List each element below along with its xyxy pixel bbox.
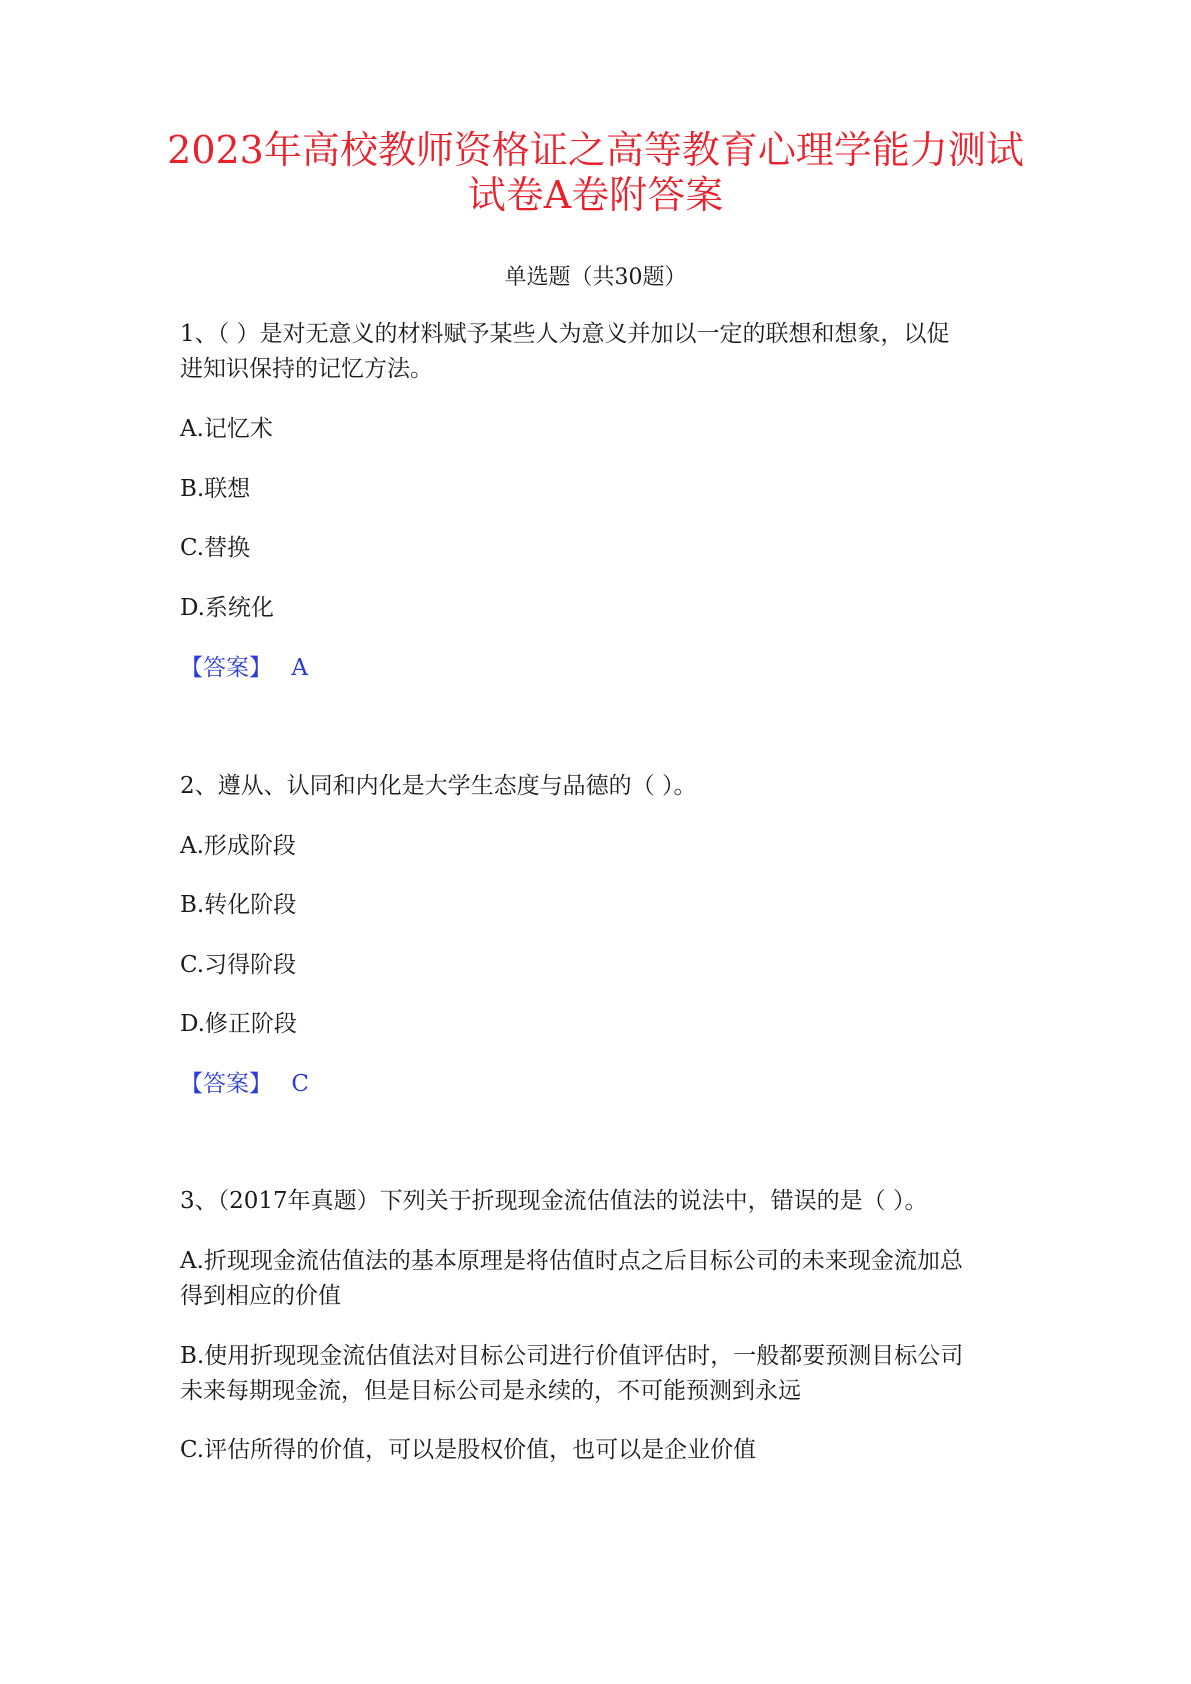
option-d: D.系统化 — [180, 595, 274, 621]
option-a: A.形成阶段 — [180, 833, 296, 859]
question-stem: 进知识保持的记忆方法。 — [180, 356, 433, 382]
option-b: B.转化阶段 — [180, 892, 297, 918]
option-c: C.替换 — [180, 535, 251, 561]
option-d: D.修正阶段 — [180, 1011, 297, 1037]
option-a: A.折现现金流估值法的基本原理是将估值时点之后目标公司的未来现金流加总 — [180, 1248, 963, 1274]
answer-row — [180, 651, 1030, 686]
answer-label: 【答案】 — [180, 655, 272, 681]
question-stem: 3、（2017年真题）下列关于折现现金流估值法的说法中，错误的是（ ）。 — [180, 1188, 928, 1214]
question-stem: 1、（ ）是对无意义的材料赋予某些人为意义并加以一定的联想和想象，以促 — [180, 321, 950, 347]
document-title-line2: 试卷A卷附答案 — [467, 173, 724, 217]
document-title-line1: 2023年高校教师资格证之高等教育心理学能力测试 — [167, 128, 1024, 172]
option-c: C.评估所得的价值，可以是股权价值，也可以是企业价值 — [180, 1437, 757, 1463]
question-stem: 2、遵从、认同和内化是大学生态度与品德的（ ）。 — [180, 773, 697, 799]
section-heading: 单选题（共30题） — [504, 265, 687, 290]
answer-label: 【答案】 — [180, 1071, 272, 1097]
option-b: B.使用折现现金流估值法对目标公司进行价值评估时，一般都要预测目标公司 — [180, 1343, 964, 1369]
option-b: 未来每期现金流，但是目标公司是永续的，不可能预测到永远 — [180, 1378, 801, 1404]
option-a: 得到相应的价值 — [180, 1283, 341, 1309]
option-a: A.记忆术 — [180, 416, 273, 442]
option-c: C.习得阶段 — [180, 952, 297, 978]
option-b: B.联想 — [180, 476, 251, 502]
answer-row — [180, 1067, 1030, 1102]
answer-value: A — [291, 655, 308, 681]
answer-value: C — [291, 1071, 309, 1097]
